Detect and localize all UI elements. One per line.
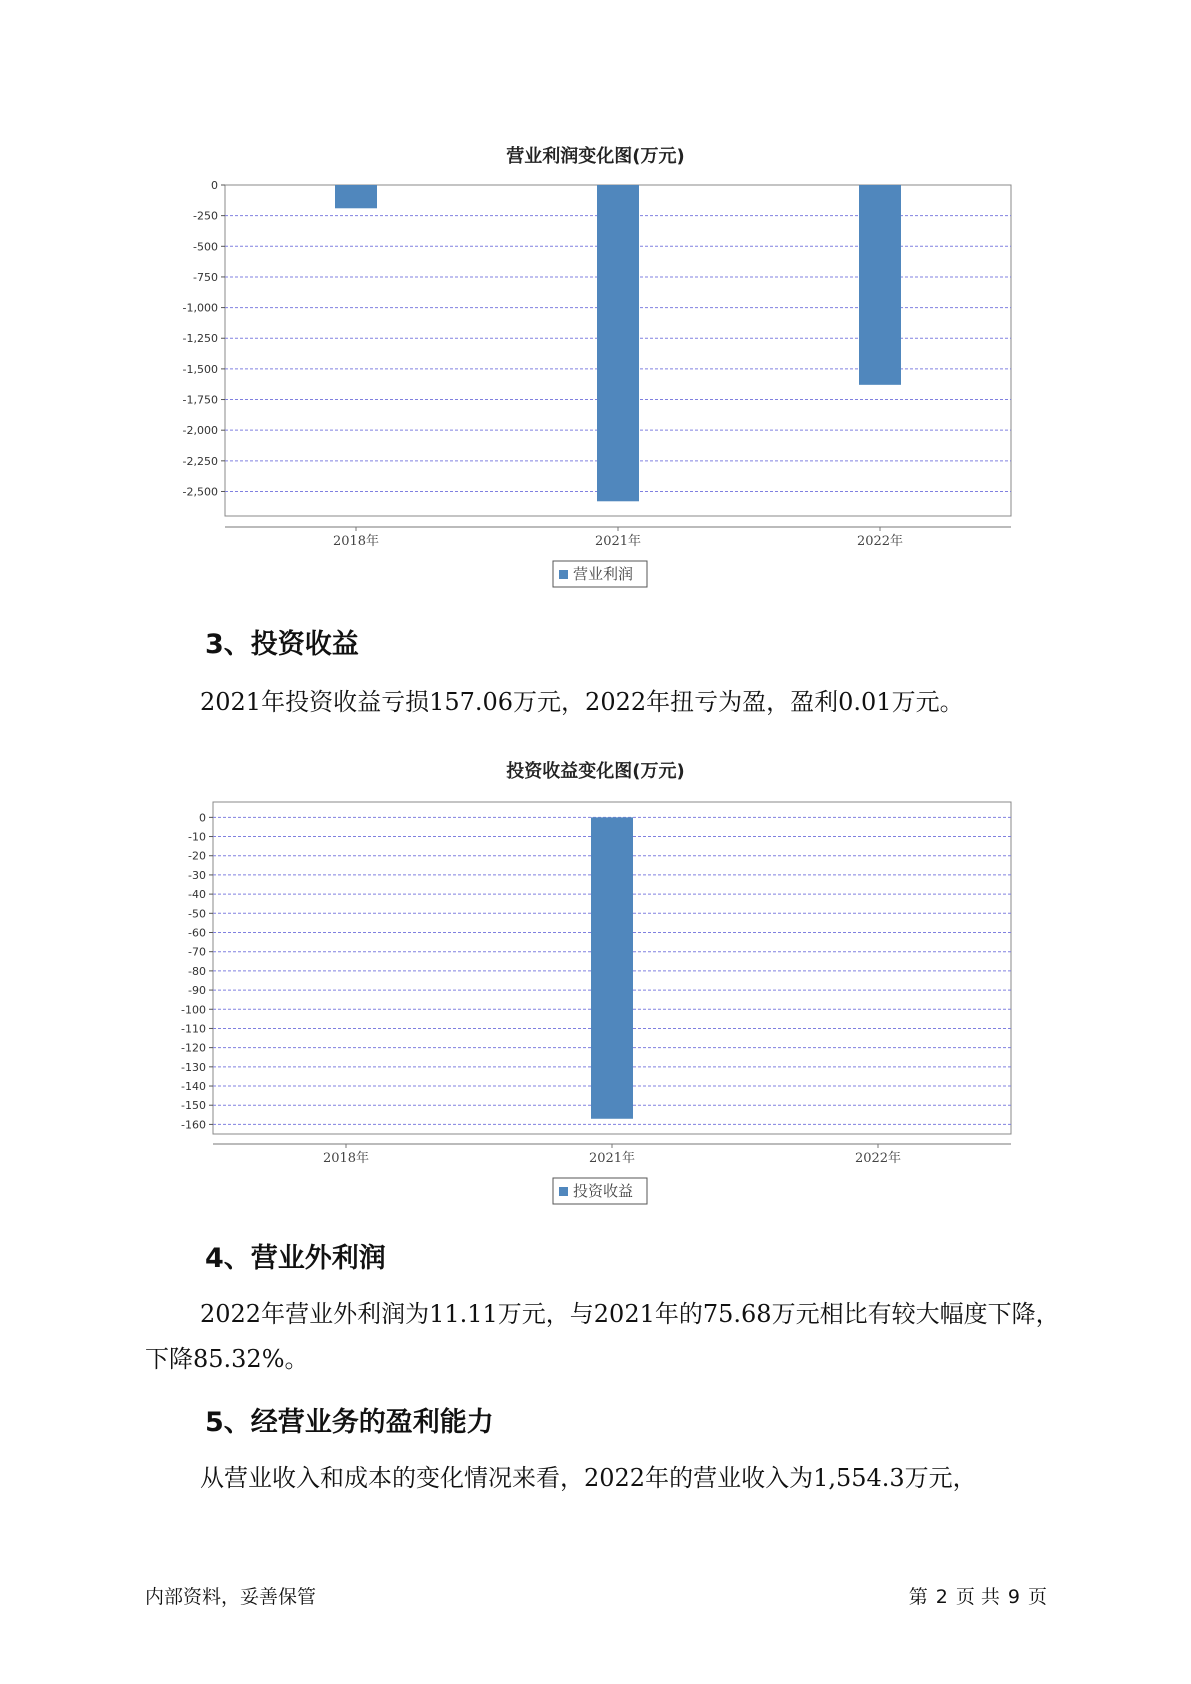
legend-label: 投资收益	[573, 1182, 634, 1200]
section-4-heading: 4、营业外利润	[205, 1243, 386, 1274]
bar-2	[597, 185, 639, 501]
y-tick-label: -130	[181, 1060, 206, 1074]
y-tick-label: -500	[193, 240, 218, 254]
y-tick-label: -60	[188, 926, 206, 940]
y-tick-label: -1,750	[182, 393, 218, 407]
x-tick-label: 2022年	[856, 534, 904, 549]
y-tick-label: -1,000	[182, 301, 218, 315]
section-4-text: 2022年营业外利润为11.11万元，与2021年的75.68万元相比有较大幅度下降，下降85.32%。	[145, 1300, 1060, 1373]
page-suffix: 页	[1027, 1586, 1047, 1608]
x-tick-label: 2018年	[332, 534, 380, 549]
y-tick-label: 0	[211, 179, 218, 192]
y-tick-label: -30	[188, 868, 206, 882]
page-total: 9	[1007, 1586, 1020, 1608]
page-prefix: 第	[908, 1586, 928, 1608]
section-5-text: 从营业收入和成本的变化情况来看，2022年的营业收入为1,554.3万元，	[200, 1464, 977, 1492]
y-tick-label: -2,500	[182, 485, 218, 499]
y-tick-label: -20	[188, 849, 206, 863]
x-tick-label: 2021年	[588, 1151, 636, 1166]
y-tick-label: -160	[181, 1118, 206, 1132]
page-mid: 页 共	[955, 1586, 1000, 1608]
y-tick-label: -40	[188, 888, 206, 902]
y-tick-label: -750	[193, 270, 218, 284]
x-tick-label: 2018年	[322, 1151, 370, 1166]
legend-swatch	[559, 570, 568, 579]
page-current: 2	[935, 1586, 948, 1608]
y-tick-label: -2,250	[182, 454, 218, 468]
y-tick-label: -1,250	[182, 332, 218, 346]
section-5-heading: 5、经营业务的盈利能力	[205, 1407, 494, 1438]
y-tick-label: -250	[193, 209, 218, 223]
y-tick-label: -90	[188, 984, 206, 998]
y-tick-label: -150	[181, 1099, 206, 1113]
footer-page-number	[905, 1582, 1051, 1609]
section-3-heading: 3、投资收益	[205, 629, 359, 660]
operating-profit-chart	[0, 150, 1191, 590]
y-tick-label: -100	[181, 1003, 206, 1017]
legend-swatch	[559, 1187, 568, 1196]
y-tick-label: -50	[188, 907, 206, 921]
chart1-title: 营业利润变化图(万元)	[506, 146, 685, 167]
chart2-title: 投资收益变化图(万元)	[506, 761, 685, 782]
y-tick-label: -140	[181, 1080, 206, 1094]
bar-3	[859, 185, 901, 385]
y-tick-label: -110	[181, 1022, 206, 1036]
y-tick-label: -10	[188, 830, 206, 844]
y-tick-label: -2,000	[182, 424, 218, 438]
y-tick-label: -70	[188, 945, 206, 959]
investment-income-chart	[0, 760, 1191, 1200]
bar-2	[591, 817, 633, 1118]
y-tick-label: -80	[188, 964, 206, 978]
y-tick-label: 0	[199, 811, 206, 825]
legend-label: 营业利润	[573, 565, 634, 583]
y-tick-label: -120	[181, 1041, 206, 1055]
footer-confidential-note: 内部资料，妥善保管	[145, 1586, 317, 1608]
x-tick-label: 2021年	[594, 534, 642, 549]
y-tick-label: -1,500	[182, 362, 218, 376]
x-tick-label: 2022年	[854, 1151, 902, 1166]
bar-1	[335, 185, 377, 208]
section-3-text: 2021年投资收益亏损157.06万元，2022年扭亏为盈，盈利0.01万元。	[200, 688, 964, 716]
